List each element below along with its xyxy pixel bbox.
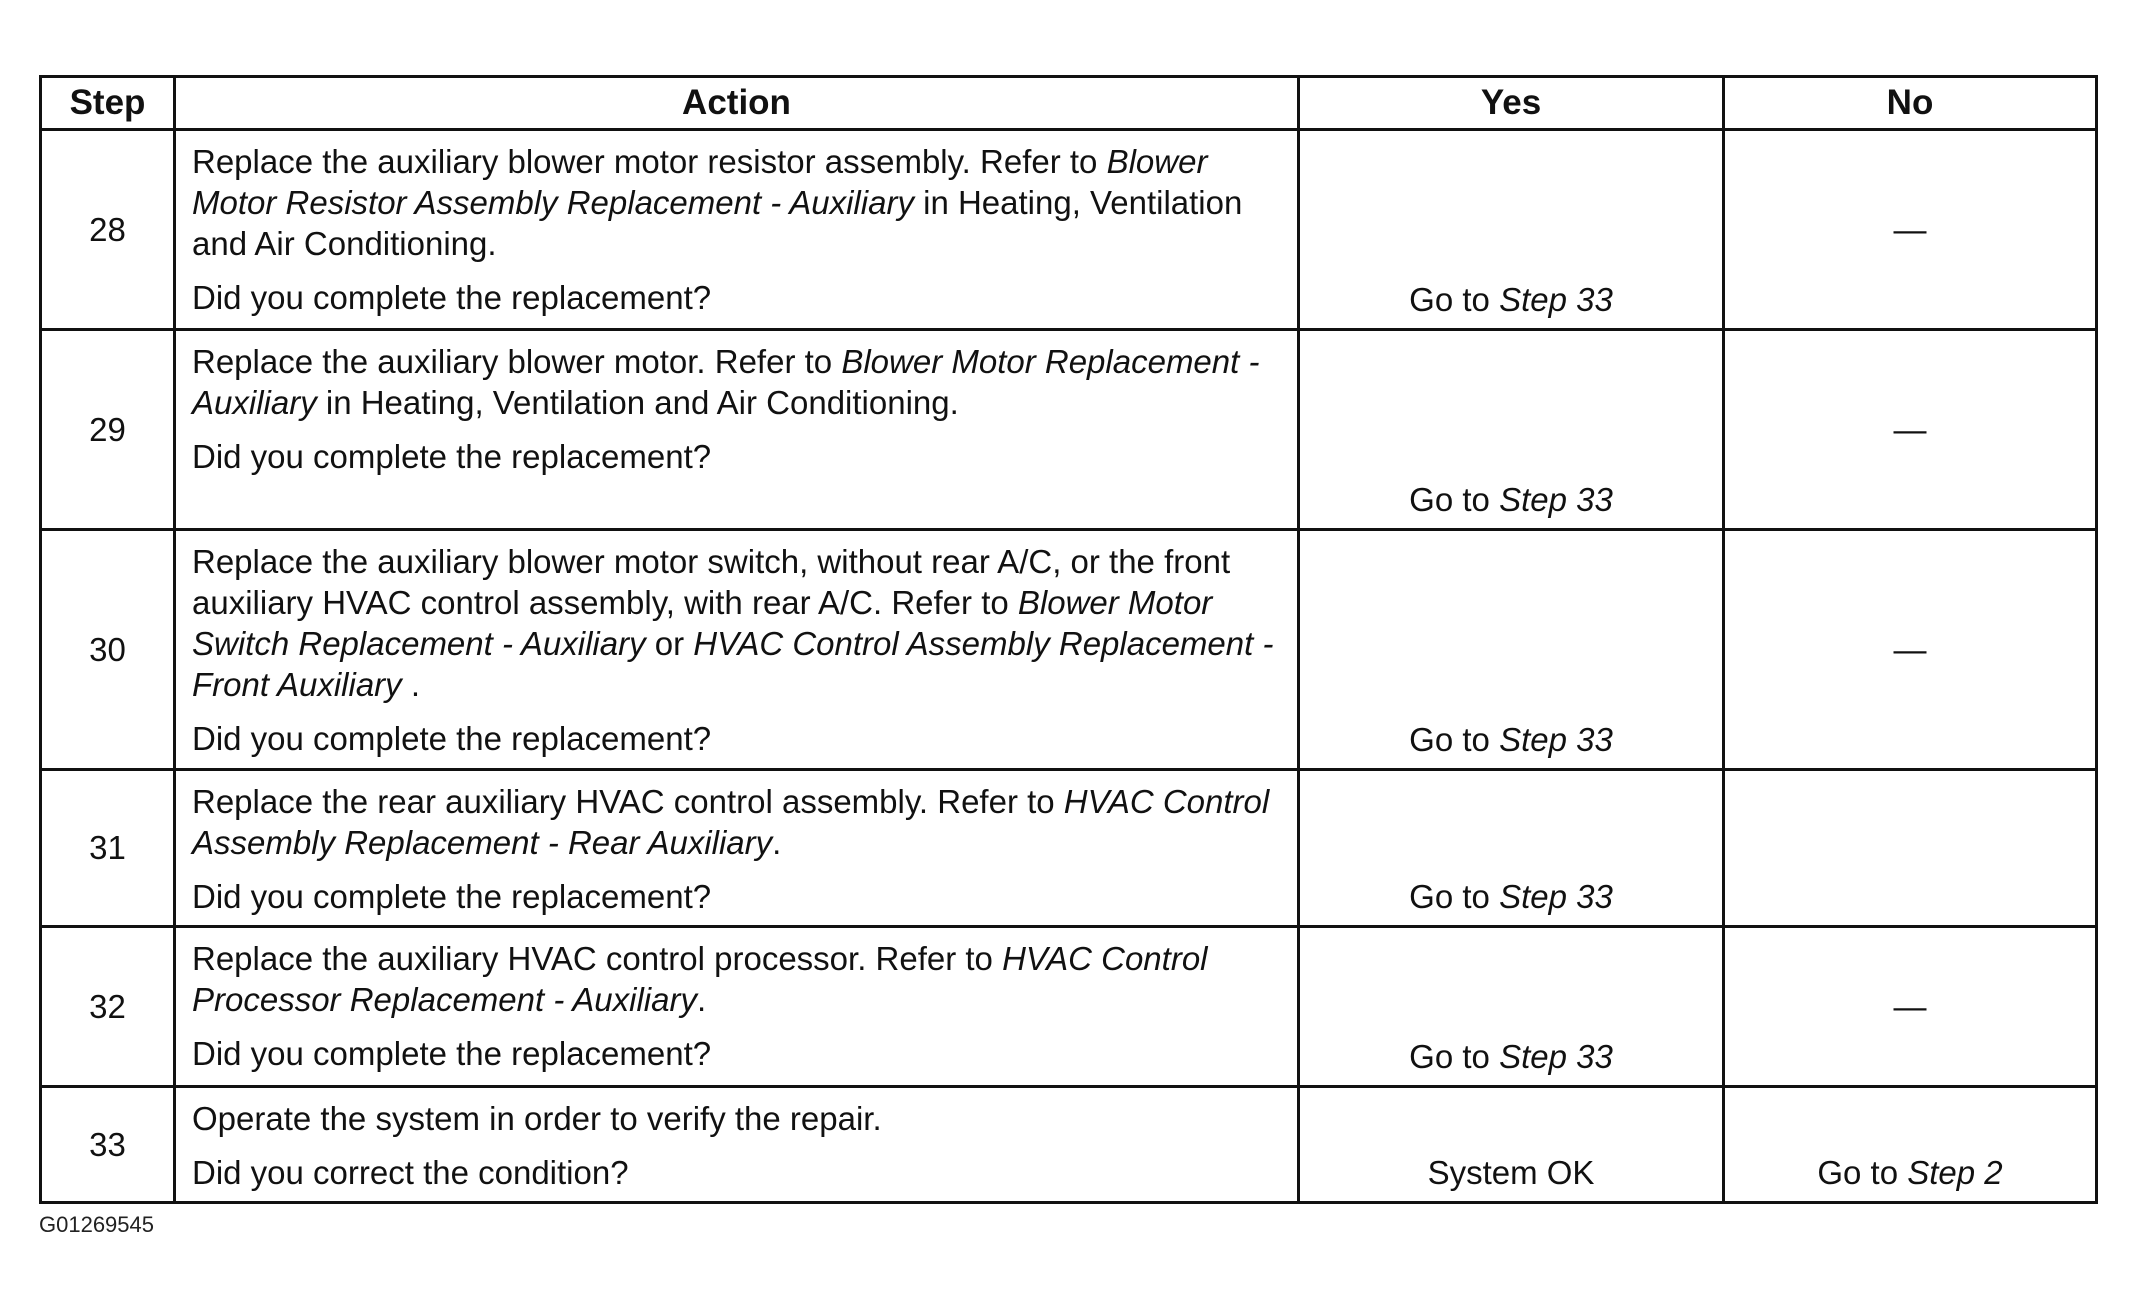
yes-prefix: Go to (1409, 1038, 1500, 1075)
figure-id-label: G01269545 (39, 1212, 154, 1237)
step-number: 29 (41, 330, 175, 530)
instruction-text: Operate the system in order to verify the repair. (192, 1100, 882, 1137)
action-question: Did you correct the condition? (192, 1154, 629, 1191)
procedure-reference: HVAC Control Processor Replacement - Auxiliary (192, 940, 1208, 1018)
no-dash: — (1893, 630, 1927, 668)
header-yes: Yes (1299, 77, 1724, 130)
action-instruction (192, 141, 1281, 264)
action-instruction (192, 1098, 1281, 1139)
action-question: Did you complete the replacement? (192, 438, 712, 475)
no-dash: — (1893, 410, 1927, 448)
procedure-reference: Blower Motor Replacement - Auxiliary (192, 343, 1260, 421)
action-cell (175, 770, 1299, 927)
no-cell (1724, 1087, 2097, 1203)
table-body (41, 130, 2097, 1203)
yes-prefix: Go to (1409, 481, 1500, 518)
no-result (1725, 1152, 2095, 1193)
no-step-reference: Step 2 (1907, 1154, 2003, 1191)
yes-result (1300, 1036, 1722, 1077)
yes-result (1300, 876, 1722, 917)
yes-cell (1299, 330, 1724, 530)
table-row (41, 330, 2097, 530)
yes-result (1300, 719, 1722, 760)
action-cell (175, 927, 1299, 1087)
action-instruction (192, 341, 1281, 423)
instruction-text: Replace the auxiliary HVAC control processor. Refer to (192, 940, 1003, 977)
action-question: Did you complete the replacement? (192, 878, 712, 915)
yes-step-reference: Step 33 (1499, 878, 1613, 915)
instruction-text: in Heating, Ventilation and Air Conditioning. (316, 384, 959, 421)
instruction-text: Replace the auxiliary blower motor. Refer to (192, 343, 842, 380)
table-header-row (41, 77, 2097, 130)
no-cell (1724, 130, 2097, 330)
yes-cell (1299, 530, 1724, 770)
no-cell (1724, 330, 2097, 530)
instruction-text: . (772, 824, 782, 861)
yes-cell (1299, 770, 1724, 927)
instruction-text: in Heating, Ventilation and Air Conditioning. (192, 184, 1243, 262)
no-cell (1724, 927, 2097, 1087)
yes-result (1300, 479, 1722, 520)
yes-prefix: Go to (1409, 721, 1500, 758)
table-row (41, 1087, 2097, 1203)
yes-step-reference: Step 33 (1499, 721, 1613, 758)
no-cell (1724, 770, 2097, 927)
yes-cell (1299, 1087, 1724, 1203)
yes-result (1300, 1152, 1722, 1193)
table-row (41, 770, 2097, 927)
procedure-reference: Blower Motor Resistor Assembly Replacement - Auxiliary (192, 143, 1208, 221)
table-row (41, 927, 2097, 1087)
no-cell (1724, 530, 2097, 770)
action-cell (175, 330, 1299, 530)
instruction-text: . (696, 981, 707, 1018)
diagnostic-table (39, 75, 2098, 1204)
yes-prefix: System OK (1427, 1154, 1595, 1191)
header-action: Action (175, 77, 1299, 130)
yes-prefix: Go to (1409, 281, 1500, 318)
action-question: Did you complete the replacement? (192, 1035, 712, 1072)
step-number: 28 (41, 130, 175, 330)
table-row (41, 530, 2097, 770)
action-instruction (192, 781, 1281, 863)
yes-prefix: Go to (1409, 878, 1500, 915)
step-number: 32 (41, 927, 175, 1087)
header-no: No (1724, 77, 2097, 130)
no-dash: — (1893, 987, 1927, 1025)
step-number: 31 (41, 770, 175, 927)
instruction-text: Replace the auxiliary blower motor resistor assembly. Refer to (192, 143, 1107, 180)
no-dash: — (1893, 210, 1927, 248)
action-cell (175, 130, 1299, 330)
table-row (41, 130, 2097, 330)
yes-step-reference: Step 33 (1499, 481, 1613, 518)
action-question: Did you complete the replacement? (192, 720, 712, 757)
yes-cell (1299, 927, 1724, 1087)
yes-step-reference: Step 33 (1499, 281, 1613, 318)
action-cell (175, 530, 1299, 770)
yes-step-reference: Step 33 (1499, 1038, 1613, 1075)
instruction-text: Replace the auxiliary blower motor switch, without rear A/C, or the front auxiliary HVAC control assembly, with rear A/C. Refer to (192, 543, 1231, 621)
action-question: Did you complete the replacement? (192, 279, 712, 316)
action-instruction (192, 938, 1281, 1020)
procedure-reference: HVAC Control Assembly Replacement - Rear Auxiliary (192, 783, 1270, 861)
header-step: Step (41, 77, 175, 130)
yes-cell (1299, 130, 1724, 330)
instruction-text: . (401, 666, 421, 703)
procedure-reference: HVAC Control Assembly Replacement - Front Auxiliary (192, 625, 1274, 703)
yes-result (1300, 279, 1722, 320)
no-prefix: Go to (1817, 1154, 1908, 1191)
instruction-text: or (645, 625, 694, 662)
step-number: 30 (41, 530, 175, 770)
instruction-text: Replace the rear auxiliary HVAC control assembly. Refer to (192, 783, 1064, 820)
action-instruction (192, 541, 1281, 705)
procedure-reference: Blower Motor Switch Replacement - Auxiliary (192, 584, 1213, 662)
action-cell (175, 1087, 1299, 1203)
step-number: 33 (41, 1087, 175, 1203)
